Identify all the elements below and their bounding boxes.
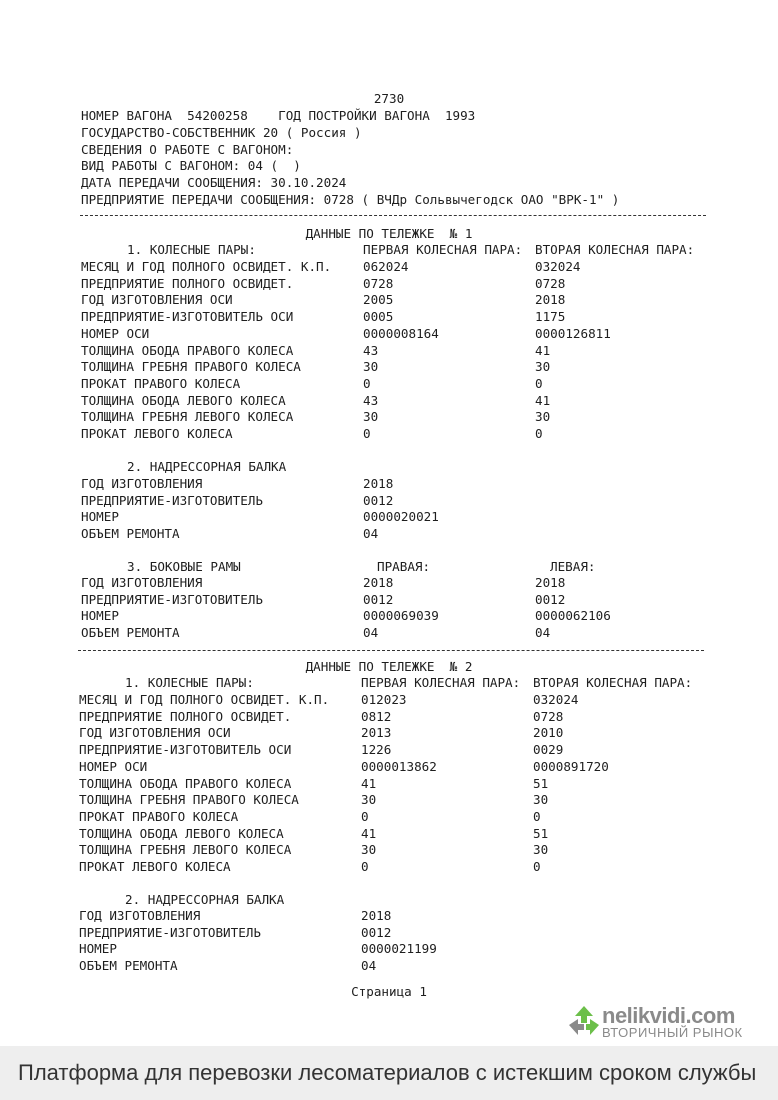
row-value-1: 2005: [363, 292, 394, 308]
row-value-2: 30: [533, 842, 549, 858]
row-value-1: 04: [363, 625, 379, 641]
bogie1-frames-col1-header: ПРАВАЯ:: [377, 559, 431, 574]
nelikvidi-logo: [566, 1003, 766, 1043]
bogie1-title: ДАННЫЕ ПО ТЕЛЕЖКЕ № 1: [305, 226, 473, 241]
row-label: НОМЕР: [81, 608, 119, 624]
row-value-1: 30: [363, 409, 379, 425]
row-value-2: 0029: [533, 742, 564, 758]
bogie2-wheelsets-heading: 1. КОЛЕСНЫЕ ПАРЫ:: [125, 675, 254, 690]
row-label: ПРЕДПРИЯТИЕ ПОЛНОГО ОСВИДЕТ.: [79, 708, 292, 724]
row-label: ТОЛЩИНА ОБОДА ЛЕВОГО КОЛЕСА: [79, 825, 284, 841]
row-value-1: 0000008164: [363, 325, 439, 341]
row-value-2: 032024: [535, 259, 581, 274]
row-label: ГОД ИЗГОТОВЛЕНИЯ ОСИ: [79, 725, 231, 741]
row-label: ПРЕДПРИЯТИЕ-ИЗГОТОВИТЕЛЬ: [79, 924, 261, 940]
row-value-2: 0: [533, 808, 541, 824]
work-type-line: ВИД РАБОТЫ С ВАГОНОМ: 04 ( ): [81, 158, 301, 173]
bogie1-wheelsets-col2-header: ВТОРАЯ КОЛЕСНАЯ ПАРА:: [535, 242, 695, 257]
row-value-1: 0012: [363, 591, 394, 607]
row-label: ТОЛЩИНА ОБОДА ЛЕВОГО КОЛЕСА: [81, 392, 286, 408]
caption-banner: [0, 1046, 778, 1100]
row-label: ТОЛЩИНА ГРЕБНЯ ЛЕВОГО КОЛЕСА: [79, 842, 292, 858]
row-label: НОМЕР: [79, 941, 117, 957]
row-value-2: 2018: [535, 292, 566, 308]
wagon-number-line: НОМЕР ВАГОНА 54200258 ГОД ПОСТРОЙКИ ВАГОНА 1993: [81, 108, 476, 123]
row-value-2: 04: [535, 625, 551, 641]
row-value-1: 012023: [361, 692, 407, 707]
row-label: НОМЕР ОСИ: [81, 325, 150, 341]
row-label: ПРЕДПРИЯТИЕ-ИЗГОТОВИТЕЛЬ ОСИ: [81, 309, 294, 325]
row-value-1: 0005: [363, 309, 394, 325]
row-value-2: 0: [535, 426, 543, 441]
row-label: ТОЛЩИНА ГРЕБНЯ ЛЕВОГО КОЛЕСА: [81, 409, 294, 425]
row-value-2: 51: [533, 775, 549, 791]
row-label: ПРОКАТ ПРАВОГО КОЛЕСА: [81, 375, 241, 391]
row-label: НОМЕР: [81, 509, 119, 525]
row-value-1: 04: [363, 526, 379, 542]
row-label: ТОЛЩИНА ГРЕБНЯ ПРАВОГО КОЛЕСА: [81, 359, 301, 375]
row-value-1: 062024: [363, 259, 409, 274]
document-number: 2730: [373, 91, 405, 106]
row-value-1: 30: [361, 792, 377, 808]
bogie1-wheelsets-heading: 1. КОЛЕСНЫЕ ПАРЫ:: [127, 242, 256, 257]
caption-text: Платформа для перевозки лесоматериалов с истекшим сроком службы: [18, 1060, 757, 1085]
row-value-1: 2018: [363, 476, 394, 491]
row-value-1: 0012: [363, 492, 394, 508]
bogie2-wheelsets-col1-header: ПЕРВАЯ КОЛЕСНАЯ ПАРА:: [361, 675, 521, 690]
row-value-1: 41: [361, 775, 377, 791]
row-value-1: 30: [363, 359, 379, 375]
row-value-1: 0812: [361, 708, 392, 724]
row-label: ТОЛЩИНА ОБОДА ПРАВОГО КОЛЕСА: [79, 775, 292, 791]
row-value-1: 0000013862: [361, 758, 437, 774]
row-value-1: 0: [363, 375, 371, 391]
row-value-2: 2010: [533, 725, 564, 741]
row-value-2: 41: [535, 392, 551, 408]
page-number: Страница 1: [351, 984, 427, 999]
row-label: ПРЕДПРИЯТИЕ-ИЗГОТОВИТЕЛЬ: [81, 591, 263, 607]
bogie2-bolster-heading: 2. НАДРЕССОРНАЯ БАЛКА: [125, 892, 285, 907]
row-value-1: 2018: [361, 908, 392, 923]
row-label: ПРЕДПРИЯТИЕ ПОЛНОГО ОСВИДЕТ.: [81, 275, 294, 291]
row-label: ТОЛЩИНА ОБОДА ПРАВОГО КОЛЕСА: [81, 342, 294, 358]
row-label: ПРОКАТ ЛЕВОГО КОЛЕСА: [79, 859, 231, 874]
row-value-1: 2018: [363, 575, 394, 590]
row-value-1: 0000020021: [363, 509, 439, 525]
row-value-2: 30: [533, 792, 549, 808]
owner-state-line: ГОСУДАРСТВО-СОБСТВЕННИК 20 ( Россия ): [81, 125, 362, 140]
row-value-1: 41: [361, 825, 377, 841]
row-value-1: 43: [363, 392, 379, 408]
section-divider: [80, 215, 706, 216]
row-value-1: 0012: [361, 924, 392, 940]
row-label: ПРЕДПРИЯТИЕ-ИЗГОТОВИТЕЛЬ ОСИ: [79, 742, 292, 758]
row-label: МЕСЯЦ И ГОД ПОЛНОГО ОСВИДЕТ. К.П.: [81, 259, 332, 274]
row-value-1: 0: [361, 859, 369, 874]
row-value-2: 30: [535, 409, 551, 425]
row-value-1: 0: [361, 808, 369, 824]
section-divider: [78, 650, 704, 651]
row-value-2: 30: [535, 359, 551, 375]
row-value-2: 0012: [535, 591, 566, 607]
transfer-date-line: ДАТА ПЕРЕДАЧИ СООБЩЕНИЯ: 30.10.2024: [81, 175, 347, 190]
row-value-1: 43: [363, 342, 379, 358]
row-value-2: 0000062106: [535, 608, 611, 624]
row-label: ГОД ИЗГОТОВЛЕНИЯ: [81, 476, 203, 491]
row-value-1: 0: [363, 426, 371, 441]
row-label: ОБЪЕМ РЕМОНТА: [79, 958, 178, 974]
work-info-line: СВЕДЕНИЯ О РАБОТЕ С ВАГОНОМ:: [81, 142, 294, 157]
row-value-2: 0728: [533, 708, 564, 724]
bogie1-frames-heading: 3. БОКОВЫЕ РАМЫ: [127, 559, 241, 574]
row-value-2: 0: [533, 859, 541, 874]
row-label: ПРОКАТ ПРАВОГО КОЛЕСА: [79, 808, 239, 824]
row-label: ПРОКАТ ЛЕВОГО КОЛЕСА: [81, 426, 233, 441]
row-label: ГОД ИЗГОТОВЛЕНИЯ: [81, 575, 203, 590]
bogie1-bolster-heading: 2. НАДРЕССОРНАЯ БАЛКА: [127, 459, 287, 474]
bogie1-frames-col2-header: ЛЕВАЯ:: [550, 559, 596, 574]
bogie1-wheelsets-col1-header: ПЕРВАЯ КОЛЕСНАЯ ПАРА:: [363, 242, 523, 257]
logo-brand-text: nelikvidi.com: [602, 1003, 735, 1028]
row-value-2: 51: [533, 825, 549, 841]
row-value-1: 1226: [361, 742, 392, 758]
row-label: ПРЕДПРИЯТИЕ-ИЗГОТОВИТЕЛЬ: [81, 492, 263, 508]
row-value-2: 41: [535, 342, 551, 358]
row-value-2: 0000126811: [535, 325, 611, 341]
transfer-enterprise-line: ПРЕДПРИЯТИЕ ПЕРЕДАЧИ СООБЩЕНИЯ: 0728 ( ВЧДр Сольвычегодск ОАО "ВРК-1" ): [81, 192, 620, 207]
recycle-arrows-icon: [566, 1003, 602, 1039]
bogie2-wheelsets-col2-header: ВТОРАЯ КОЛЕСНАЯ ПАРА:: [533, 675, 693, 690]
row-value-2: 032024: [533, 692, 579, 707]
row-value-1: 2013: [361, 725, 392, 741]
row-value-1: 0000069039: [363, 608, 439, 624]
row-label: ГОД ИЗГОТОВЛЕНИЯ: [79, 908, 201, 923]
row-value-1: 0000021199: [361, 941, 437, 957]
row-label: ОБЪЕМ РЕМОНТА: [81, 526, 180, 542]
row-value-2: 0728: [535, 275, 566, 291]
row-label: ТОЛЩИНА ГРЕБНЯ ПРАВОГО КОЛЕСА: [79, 792, 299, 808]
row-value-2: 0000891720: [533, 758, 609, 774]
row-label: ГОД ИЗГОТОВЛЕНИЯ ОСИ: [81, 292, 233, 308]
row-label: ОБЪЕМ РЕМОНТА: [81, 625, 180, 641]
row-value-2: 2018: [535, 575, 566, 590]
logo-tagline: ВТОРИЧНЫЙ РЫНОК: [602, 1025, 743, 1040]
row-value-1: 30: [361, 842, 377, 858]
row-value-1: 0728: [363, 275, 394, 291]
row-value-2: 1175: [535, 309, 566, 325]
bogie2-title: ДАННЫЕ ПО ТЕЛЕЖКЕ № 2: [305, 659, 473, 674]
row-label: МЕСЯЦ И ГОД ПОЛНОГО ОСВИДЕТ. К.П.: [79, 692, 330, 707]
row-value-2: 0: [535, 375, 543, 391]
row-value-1: 04: [361, 958, 377, 974]
row-label: НОМЕР ОСИ: [79, 758, 148, 774]
